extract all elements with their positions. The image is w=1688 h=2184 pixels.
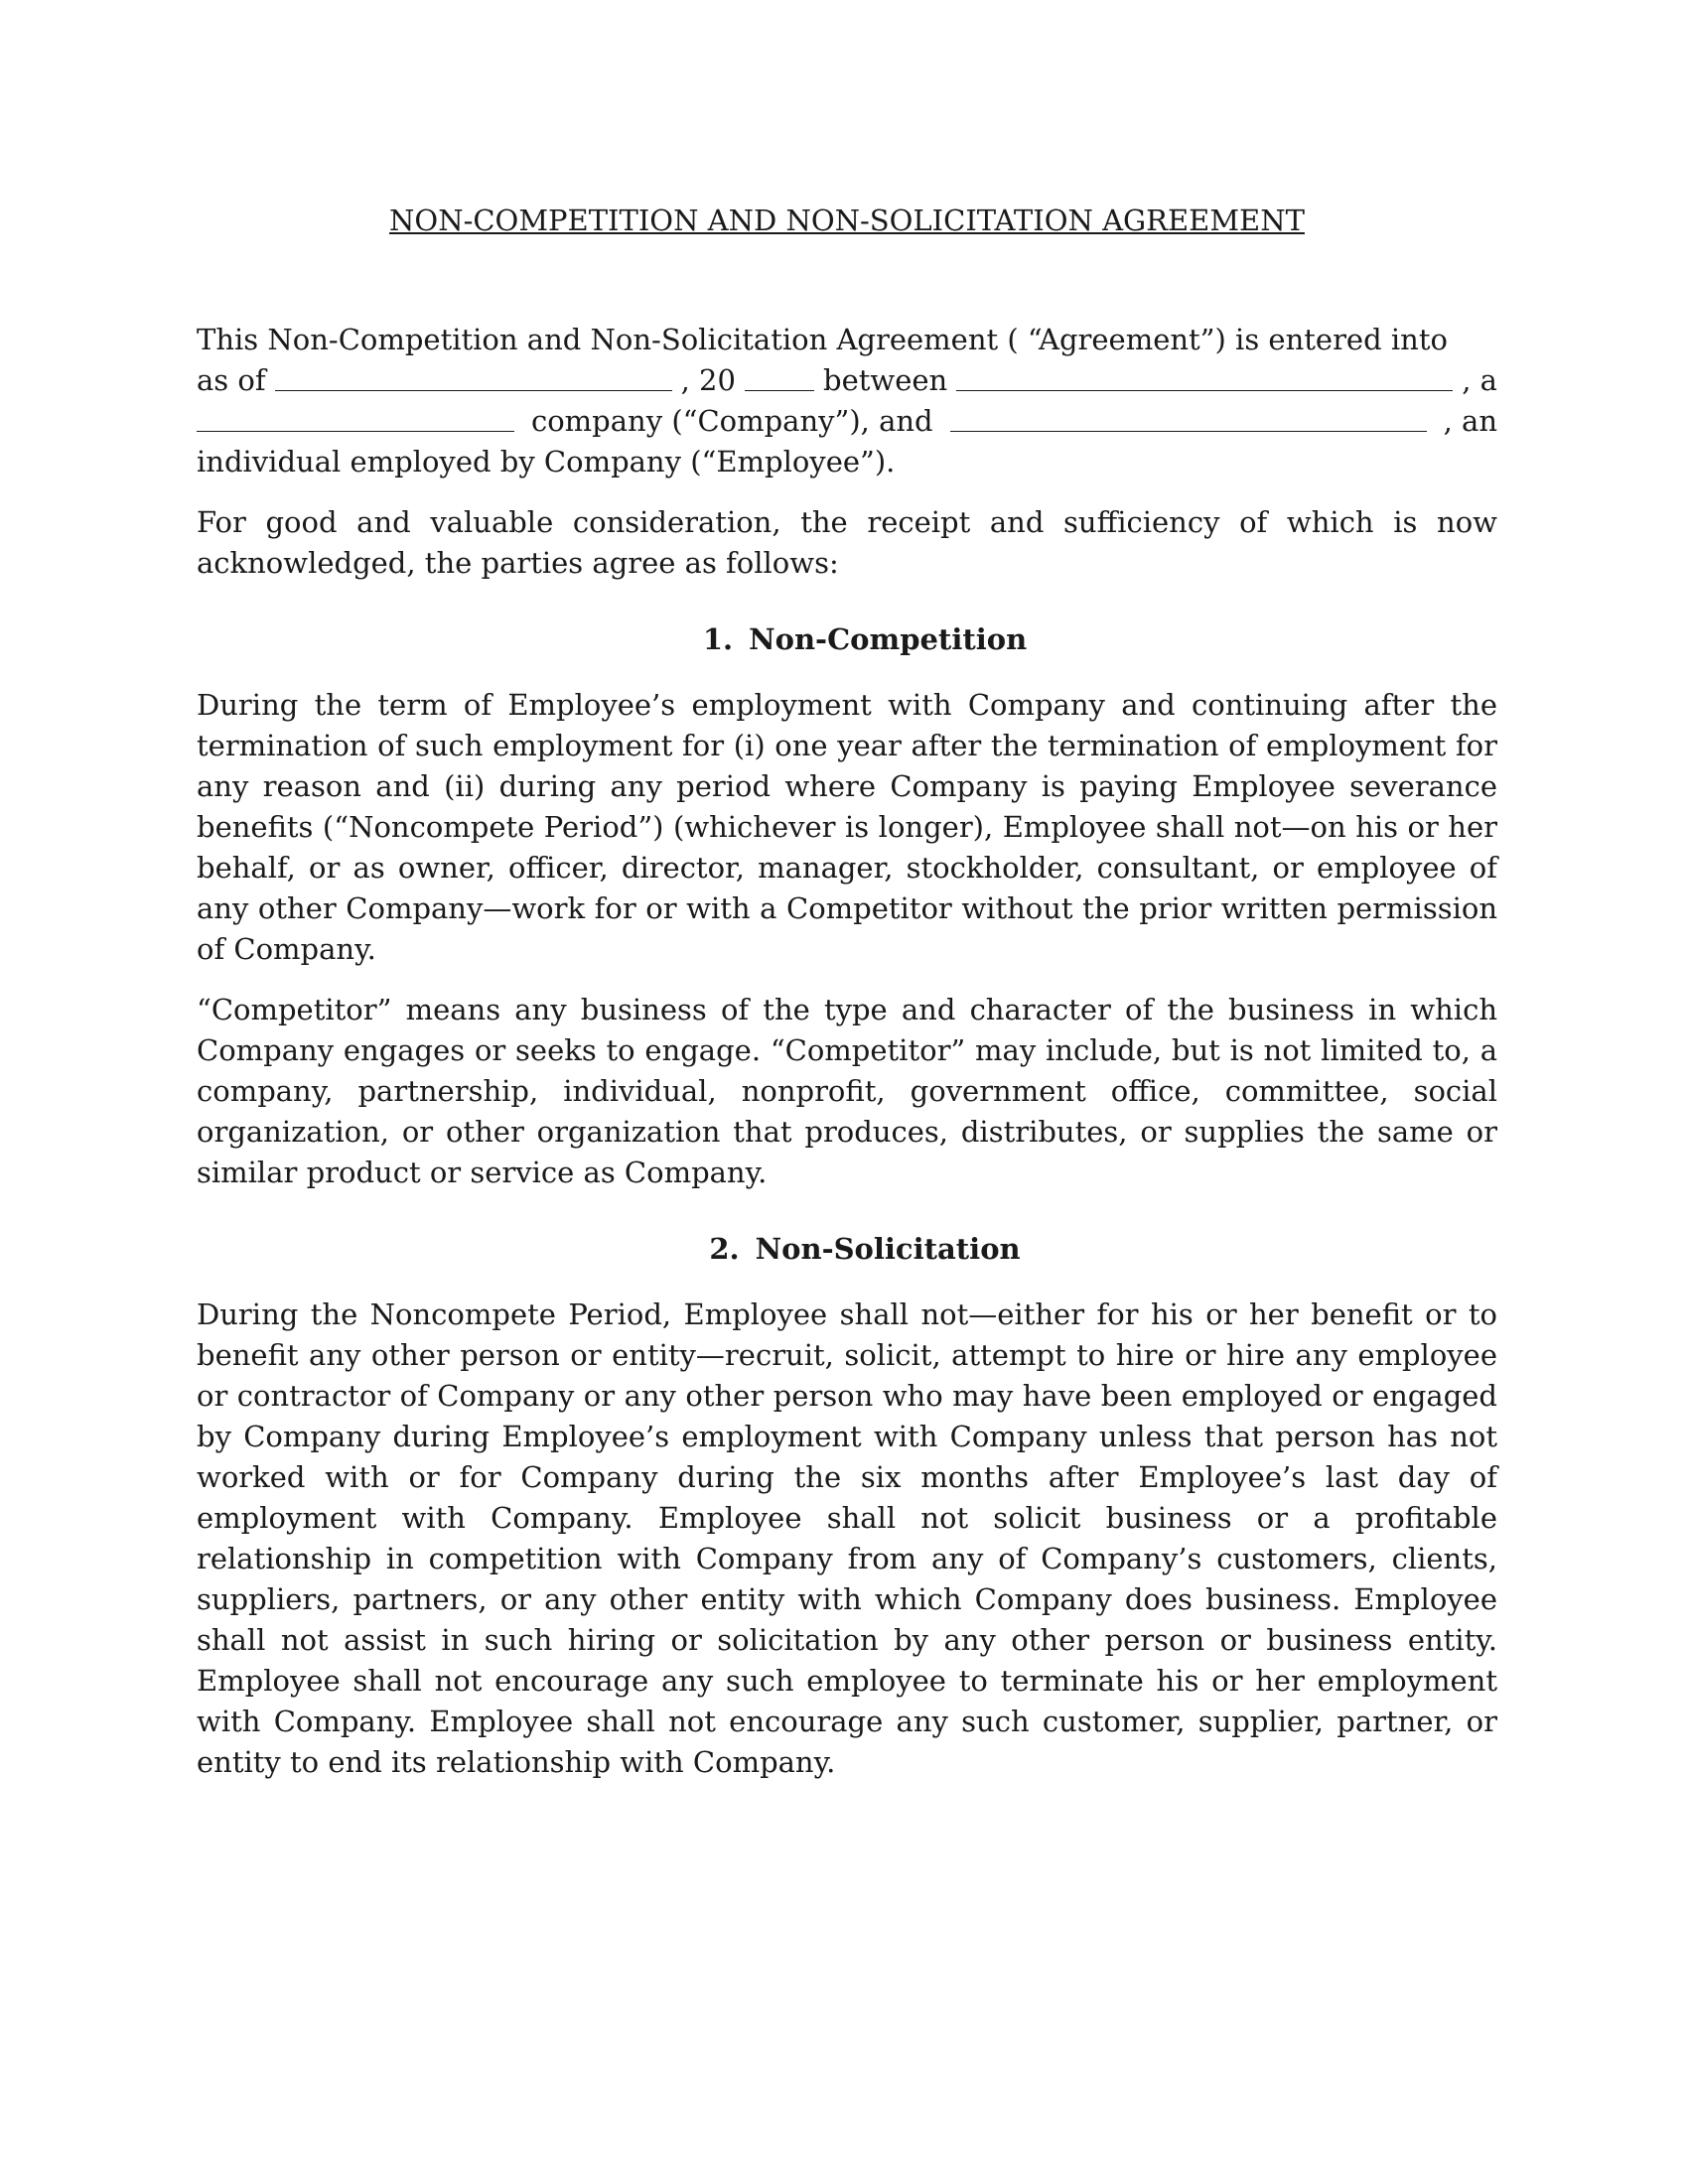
comma-an-text: , an [1443, 404, 1497, 438]
section-number: 1. [702, 622, 734, 656]
between-text: between [823, 363, 948, 397]
section-number: 2. [709, 1232, 740, 1266]
company-label-text: company (“Company”), and [530, 404, 933, 438]
intro-line-3 [197, 401, 1497, 442]
intro-line-1: This Non-Competition and Non-Solicitation Agreement ( “Agreement”) is entered into [197, 323, 1448, 356]
year-blank[interactable] [745, 360, 814, 391]
section-heading-text: Non-Solicitation [755, 1232, 1021, 1266]
company-name-blank[interactable] [956, 360, 1453, 391]
document-page [197, 189, 1497, 1783]
section-heading-text: Non-Competition [749, 622, 1028, 656]
year-prefix-text: , 20 [680, 363, 736, 397]
section-heading-non-solicitation [197, 1229, 1497, 1269]
document-title: NON-COMPETITION AND NON-SOLICITATION AGREEMENT [389, 204, 1305, 237]
intro-line-4: individual employed by Company (“Employee”). [197, 445, 896, 478]
competitor-definition-paragraph: “Competitor” means any business of the type and character of the business in which Company engages or seeks to engage. “Competitor” may include, but is not limited to, a company, partnership, individual, nonprofit, government office, committee, social organization, or other organization that produces, distributes, or supplies the same or similar product or service as Company. [197, 993, 1497, 1189]
consideration-paragraph: For good and valuable consideration, the receipt and sufficiency of which is now acknowledged, the parties agree as follows: [197, 505, 1497, 580]
section-heading-non-competition [197, 619, 1497, 659]
date-blank[interactable] [275, 360, 672, 391]
intro-line-2 [197, 360, 1497, 401]
non-solicitation-paragraph: During the Noncompete Period, Employee shall not—either for his or her benefit or to benefit any other person or entity—recruit, solicit, attempt to hire or hire any employee or contractor of Company or any other person who may have been employed or engaged by Company during Employee’s employment with Company unless that person has not worked with or for Company during the six months after Employee’s last day of employment with Company. Employee shall not solicit business or a profitable relationship in competition with Company from any of Company’s customers, clients, suppliers, partners, or any other entity with which Company does business. Employee shall not assist in such hiring or solicitation by any other person or business entity. Employee shall not encourage any such employee to terminate his or her employment with Company. Employee shall not encourage any such customer, supplier, partner, or entity to end its relationship with Company. [197, 1297, 1497, 1779]
as-of-text: as of [197, 363, 266, 397]
employee-name-blank[interactable] [950, 401, 1427, 432]
non-competition-paragraph: During the term of Employee’s employment with Company and continuing after the termination of such employment for (i) one year after the termination of employment for any reason and (ii) during any period where Company is paying Employee severance benefits (“Noncompete Period”) (whichever is longer), Employee shall not—on his or her behalf, or as owner, officer, director, manager, stockholder, consultant, or employee of any other Company—work for or with a Competitor without the prior written permission of Company. [197, 688, 1497, 966]
comma-a-text: , a [1462, 363, 1497, 397]
company-type-blank[interactable] [197, 401, 514, 432]
intro-paragraph [197, 320, 1497, 482]
